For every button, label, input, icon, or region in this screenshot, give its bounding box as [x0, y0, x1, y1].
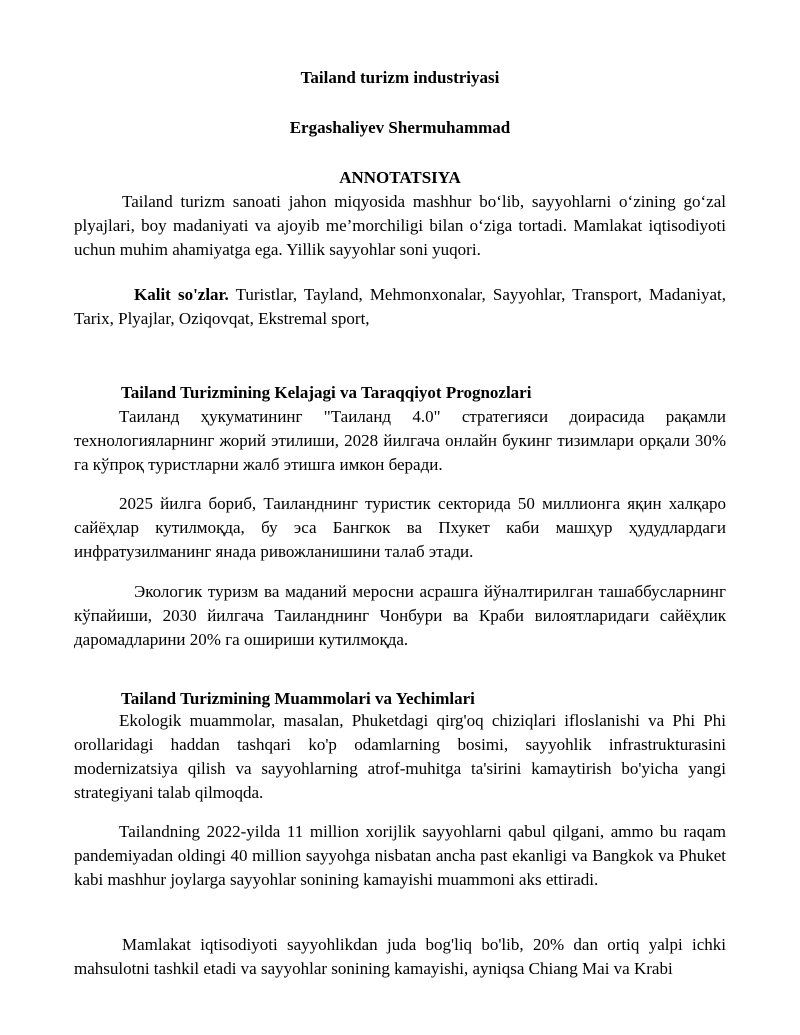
problems-paragraph-3: Mamlakat iqtisodiyoti sayyohlikdan juda bog'liq bo'lib, 20% dan ortiq yalpi ichki mahsulotni tashkil etadi va sayyohlar sonining kamayishi, ayniqsa Chiang Mai va Krabi	[74, 935, 726, 978]
future-paragraph-1: Таиланд ҳукуматининг "Таиланд 4.0" стратегияси доирасида рақамли технологияларнинг жорий этилиши, 2028 йилгача онлайн букинг тизимлари орқали 30% га кўпроқ туристларни жалб этишга имкон беради.	[74, 407, 726, 474]
future-paragraph-2: 2025 йилга бориб, Таиланднинг туристик секторида 50 миллионга яқин халқаро сайёҳлар кутилмоқда, бу эса Бангкок ва Пхукет каби машҳур ҳудудлардаги инфратузилманинг янада ривожланишини талаб этади.	[74, 494, 726, 561]
abstract-text: Tailand turizm sanoati jahon miqyosida mashhur bo‘lib, sayyohlarni o‘zining go‘zal plyajlari, boy madaniyati va ajoyib me’morchiligi bilan o‘ziga tortadi. Mamlakat iqtisodiyoti uchun muhim ahamiyatga ega. Yillik sayyohlar soni yuqori.	[74, 192, 726, 259]
section-heading-future: Tailand Turizmining Kelajagi va Taraqqiyot Prognozlari	[121, 383, 532, 402]
problems-paragraph-1: Ekologik muammolar, masalan, Phuketdagi qirg'oq chiziqlari ifloslanishi va Phi Phi orollaridagi haddan tashqari ko'p odamlarning bosimi, sayyohlik infrastrukturasini modernizatsiya qilish va sayyohlarning atrof-muhitga ta'sirini kamaytirish bo'yicha yangi strategiyani talab qilmoqda.	[74, 711, 726, 802]
abstract-heading: ANNOTATSIYA	[339, 168, 461, 187]
keywords-list: Turistlar, Tayland, Mehmonxonalar, Sayyohlar, Transport, Madaniyat, Tarix, Plyajlar, Oziqovqat, Ekstremal sport,	[74, 285, 726, 328]
future-paragraph-3: Экологик туризм ва маданий меросни асрашга йўналтирилган ташаббусларнинг кўпайиши, 2030 йилгача Таиланднинг Чонбури ва Краби вилоятларидаги сайёҳлик даромадларини 20% га ошириши кутилмоқда.	[74, 582, 726, 649]
section-heading-problems: Tailand Turizmining Muammolari va Yechimlari	[121, 689, 475, 708]
keywords-label: Kalit so'zlar.	[134, 285, 229, 304]
author-name: Ergashaliyev Shermuhammad	[289, 118, 511, 137]
keywords-paragraph	[74, 283, 726, 331]
problems-paragraph-2: Tailandning 2022-yilda 11 million xorijlik sayyohlarni qabul qilgani, ammo bu raqam pandemiyadan oldingi 40 million sayyohga nisbatan ancha past ekanligi va Bangkok va Phuket kabi mashhur joylarga sayyohlar sonining kamayishi muammoni aks ettiradi.	[74, 822, 726, 889]
document-title: Tailand turizm industriyasi	[300, 68, 500, 87]
